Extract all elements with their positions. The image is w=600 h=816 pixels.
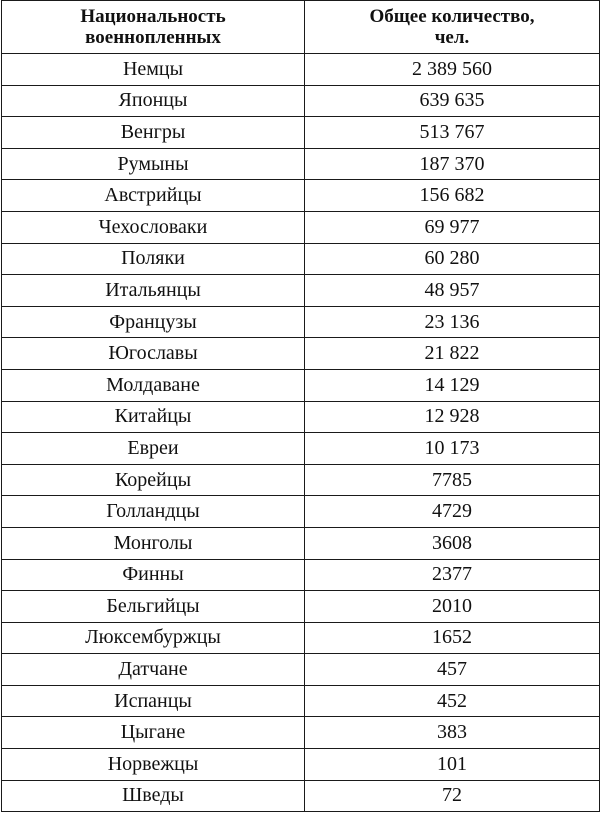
table-body: [2, 54, 600, 812]
count-cell: 12 928: [305, 401, 600, 433]
count-cell: 72: [305, 780, 600, 812]
table-row: [2, 369, 600, 401]
count-cell: 69 977: [305, 211, 600, 243]
table-row: [2, 559, 600, 591]
table-row: [2, 306, 600, 338]
nationality-cell: Китайцы: [2, 401, 305, 433]
table-row: [2, 401, 600, 433]
count-cell: 4729: [305, 496, 600, 528]
nationality-cell: Немцы: [2, 54, 305, 86]
nationality-cell: Цыгане: [2, 717, 305, 749]
nationality-cell: Бельгийцы: [2, 591, 305, 623]
nationality-cell: Чехословаки: [2, 211, 305, 243]
nationality-cell: Венгры: [2, 117, 305, 149]
count-cell: 101: [305, 749, 600, 781]
nationality-cell: Молдаване: [2, 369, 305, 401]
count-cell: 60 280: [305, 243, 600, 275]
table-row: [2, 148, 600, 180]
count-cell: 639 635: [305, 85, 600, 117]
nationality-cell: Поляки: [2, 243, 305, 275]
table-row: [2, 622, 600, 654]
header-total-line-2: чел.: [434, 27, 470, 48]
table-row: [2, 527, 600, 559]
header-nationality-line-2: военнопленных: [85, 27, 221, 48]
nationality-cell: Шведы: [2, 780, 305, 812]
table-row: [2, 717, 600, 749]
count-cell: 10 173: [305, 433, 600, 465]
header-total-line-1: Общее количество,: [369, 6, 535, 27]
table-row: [2, 464, 600, 496]
count-cell: 513 767: [305, 117, 600, 149]
nationality-cell: Австрийцы: [2, 180, 305, 212]
table-row: [2, 54, 600, 86]
nationality-cell: Испанцы: [2, 685, 305, 717]
count-cell: 187 370: [305, 148, 600, 180]
nationality-cell: Голландцы: [2, 496, 305, 528]
nationality-cell: Корейцы: [2, 464, 305, 496]
nationality-cell: Датчане: [2, 654, 305, 686]
table-row: [2, 180, 600, 212]
count-cell: 3608: [305, 527, 600, 559]
count-cell: 48 957: [305, 275, 600, 307]
count-cell: 1652: [305, 622, 600, 654]
nationality-cell: Югославы: [2, 338, 305, 370]
count-cell: 2 389 560: [305, 54, 600, 86]
table-row: [2, 243, 600, 275]
table-row: [2, 275, 600, 307]
header-nationality: [2, 1, 305, 54]
nationality-cell: Монголы: [2, 527, 305, 559]
nationality-cell: Японцы: [2, 85, 305, 117]
nationality-cell: Итальянцы: [2, 275, 305, 307]
count-cell: 21 822: [305, 338, 600, 370]
count-cell: 156 682: [305, 180, 600, 212]
table-row: [2, 780, 600, 812]
count-cell: 14 129: [305, 369, 600, 401]
nationality-cell: Евреи: [2, 433, 305, 465]
nationality-cell: Люксембуржцы: [2, 622, 305, 654]
table-header-row: [2, 1, 600, 54]
nationality-cell: Румыны: [2, 148, 305, 180]
pow-table: [1, 0, 600, 812]
header-total-count: [305, 1, 600, 54]
count-cell: 2010: [305, 591, 600, 623]
count-cell: 383: [305, 717, 600, 749]
table-row: [2, 591, 600, 623]
table-row: [2, 433, 600, 465]
table-row: [2, 654, 600, 686]
table-row: [2, 685, 600, 717]
table-row: [2, 117, 600, 149]
header-nationality-line-1: Национальность: [80, 6, 226, 27]
nationality-cell: Финны: [2, 559, 305, 591]
table-row: [2, 211, 600, 243]
nationality-cell: Французы: [2, 306, 305, 338]
count-cell: 2377: [305, 559, 600, 591]
count-cell: 7785: [305, 464, 600, 496]
count-cell: 23 136: [305, 306, 600, 338]
count-cell: 457: [305, 654, 600, 686]
table-row: [2, 749, 600, 781]
table-row: [2, 338, 600, 370]
count-cell: 452: [305, 685, 600, 717]
nationality-cell: Норвежцы: [2, 749, 305, 781]
table-row: [2, 496, 600, 528]
table-row: [2, 85, 600, 117]
